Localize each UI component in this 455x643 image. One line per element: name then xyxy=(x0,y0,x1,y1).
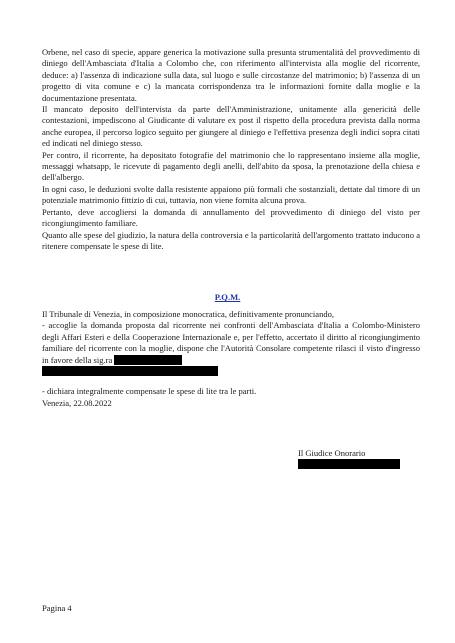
paragraph-per-contro: Per contro, il ricorrente, ha depositato fotografie del matrimonio che lo rappresentano insieme alla moglie, messaggi whatsapp, le ricevute di pagamento degli anelli, dell'abito da sposa, la prenotazione della chiesa e dell'albergo. xyxy=(42,149,420,183)
decision-item-accoglie-text: - accoglie la domanda proposta dal ricorrente nei confronti dell'Ambasciata d'Italia a Colombo-Ministero degli Affari Esteri e della Cooperazione Internazionale e, per l'effetto, accertato il diritto al ricongiungimento familiare del ricorrente con la moglie, dispone che l'Autorità Consolare competente rilasci il visto d'ingresso in favore della sig.ra xyxy=(42,320,420,365)
paragraph-pertanto: Pertanto, deve accogliersi la domanda di annullamento del provvedimento di diniego del visto per ricongiungimento familiare. xyxy=(42,206,420,229)
paragraph-spese: Quanto alle spese del giudizio, la natura della controversia e la particolarità dell'argomento trattato inducono a ritenere compensate le spese di lite. xyxy=(42,229,420,251)
redaction-block xyxy=(114,355,182,365)
decision-section xyxy=(42,309,420,409)
decision-item-accoglie xyxy=(42,320,420,377)
pqm-heading: P.Q.M. xyxy=(214,292,241,302)
paragraph-motivazione: Orbene, nel caso di specie, appare generica la motivazione sulla presunta strumentalità del provvedimento di diniego dell'Ambasciata d'Italia a Colombo che, con riferimento all'intervista alla moglie del ricorrente, deduce: a) l'assenza di indicazione sulla data, sul luogo e sulle circostanze del matrimonio; b) l'assenza di un progetto di vita comune e c) la mancata corrispondenza tra le informazioni fornite dalla moglie e la documentazione presentata. xyxy=(42,47,420,103)
signature-block xyxy=(298,448,400,471)
redaction-block xyxy=(298,459,400,469)
place-date: Venezia, 22.08.2022 xyxy=(42,397,112,408)
judge-title: Il Giudice Onorario xyxy=(298,448,366,458)
reasoning-section xyxy=(42,47,420,252)
page-number: Pagina 4 xyxy=(42,603,72,613)
paragraph-in-ogni-caso: In ogni caso, le deduzioni svolte dalla resistente appaiono più formali che sostanziali, dettate dal timore di un potenziale matrimonio fittizio di cui, tuttavia, non viene fornita alcuna prova. xyxy=(42,183,420,206)
decision-intro: Il Tribunale di Venezia, in composizione monocratica, definitivamente pronunciando, xyxy=(42,309,335,319)
decision-item-spese: - dichiara integralmente compensate le spese di lite tra le parti. xyxy=(42,386,257,397)
redaction-block xyxy=(42,366,218,376)
paragraph-mancato-deposito: Il mancato deposito dell'intervista da parte dell'Amministrazione, unitamente alla genericità delle contestazioni, impediscono al Giudicante di valutare ex post il rispetto della procedura prevista dalla norma anche europea, il percorso logico seguito per giungere al diniego e l'effettiva presenza degli indici sopra citati ed indicati nel diniego stesso. xyxy=(42,104,420,149)
